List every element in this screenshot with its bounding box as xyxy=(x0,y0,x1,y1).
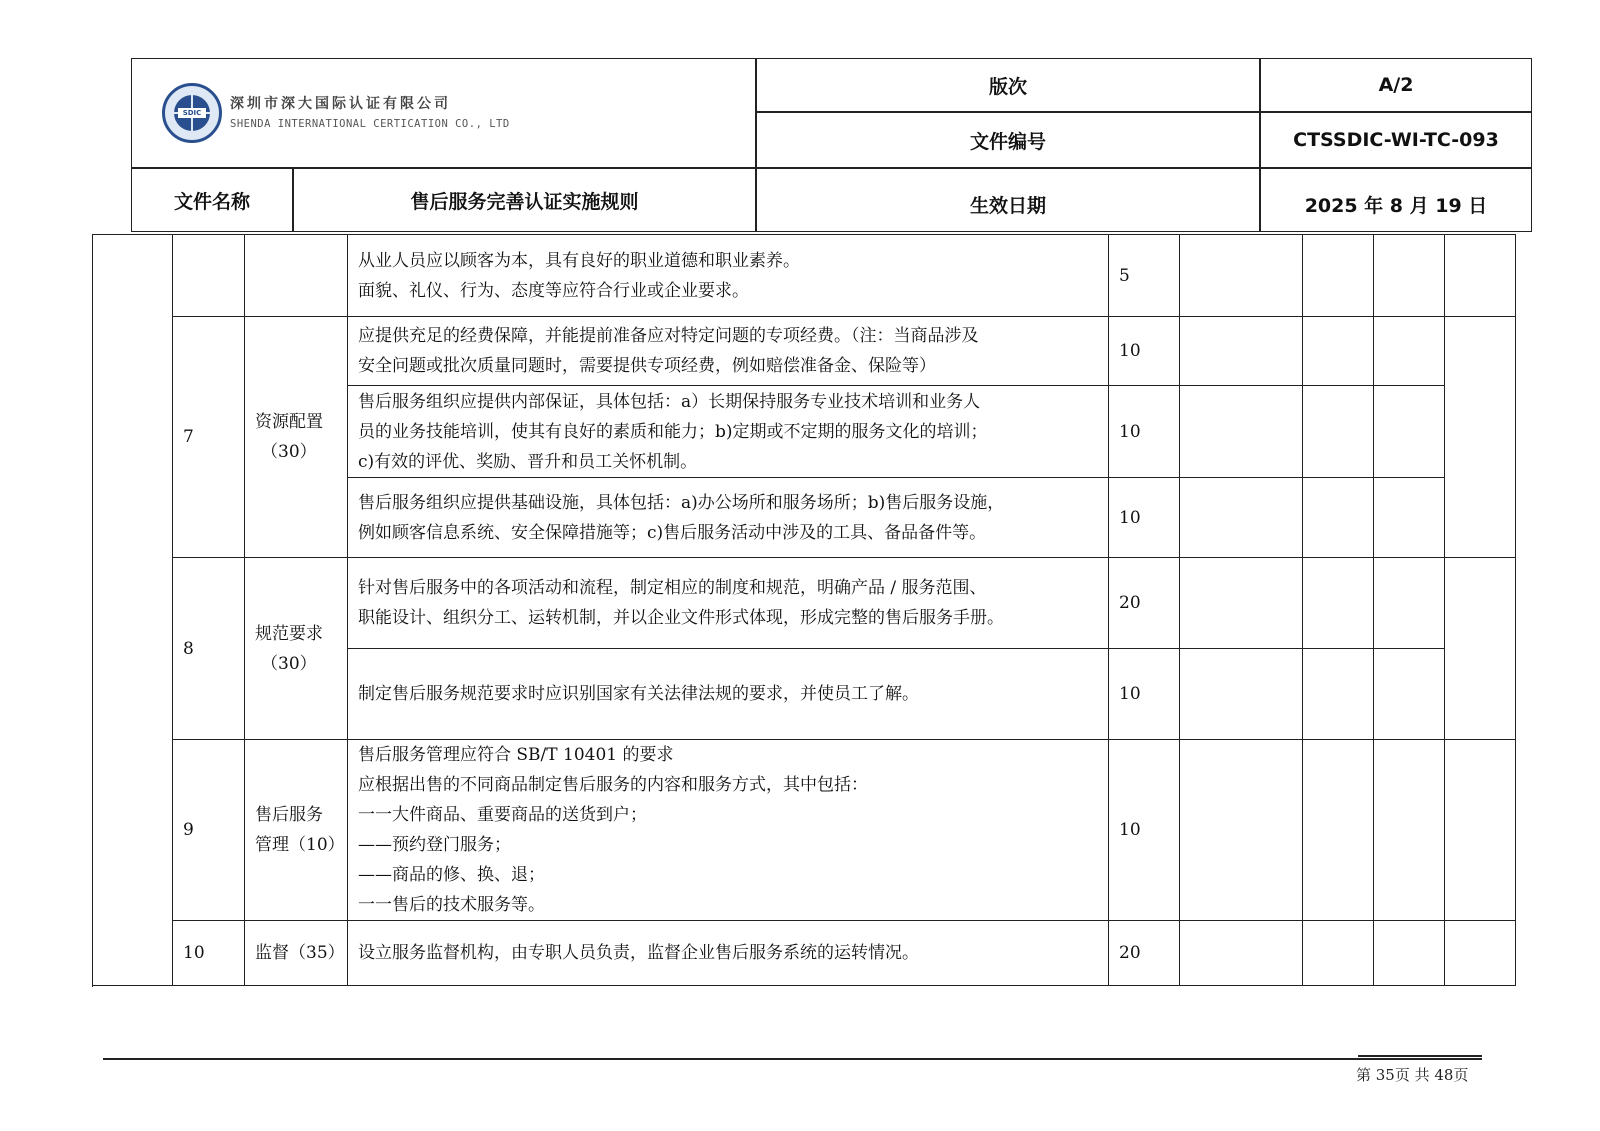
company-name-en: SHENDA INTERNATIONAL CERTICATION CO., LTD xyxy=(230,118,510,130)
assessment-table xyxy=(92,234,1516,986)
num-cell: 9 xyxy=(173,740,245,921)
blank-cell xyxy=(1180,740,1303,921)
blank-cell xyxy=(1374,740,1445,921)
score-cell: 20 xyxy=(1109,921,1180,986)
blank-cell xyxy=(1303,317,1374,386)
requirement-cell: 售后服务组织应提供内部保证，具体包括：a）长期保持服务专业技术培训和业务人 员的业务技能培训，使其有良好的素质和能力；b)定期或不定期的服务文化的培训； c)有效的评优、奖励、晋升和员工关怀机制。 xyxy=(348,386,1109,478)
item-cell: 售后服务 管理（10） xyxy=(245,740,348,921)
blank-cell xyxy=(1374,558,1445,649)
requirement-cell: 设立服务监督机构，由专职人员负责，监督企业售后服务系统的运转情况。 xyxy=(348,921,1109,986)
blank-cell xyxy=(1303,649,1374,740)
company-logo xyxy=(162,83,582,153)
table-row xyxy=(93,235,1516,317)
blank-cell xyxy=(1445,317,1516,558)
blank-cell xyxy=(1303,558,1374,649)
blank-cell xyxy=(1374,317,1445,386)
requirement-cell: 制定售后服务规范要求时应识别国家有关法律法规的要求，并使员工了解。 xyxy=(348,649,1109,740)
item-cell xyxy=(245,235,348,317)
table-row xyxy=(93,740,1516,921)
blank-cell xyxy=(1180,317,1303,386)
score-cell: 10 xyxy=(1109,740,1180,921)
blank-cell xyxy=(1374,478,1445,558)
requirement-cell: 售后服务组织应提供基础设施，具体包括：a)办公场所和服务场所；b)售后服务设施， 例如顾客信息系统、安全保障措施等；c)售后服务活动中涉及的工具、备品备件等。 xyxy=(348,478,1109,558)
blank-cell xyxy=(1445,740,1516,921)
requirement-cell: 售后服务管理应符合 SB/T 10401 的要求 应根据出售的不同商品制定售后服务的内容和服务方式，其中包括： 一一大件商品、重要商品的送货到户； ——预约登门服务； ——商品的修、换、退； 一一售后的技术服务等。 xyxy=(348,740,1109,921)
blank-cell xyxy=(1445,558,1516,740)
requirement-cell: 针对售后服务中的各项活动和流程，制定相应的制度和规范，明确产品 / 服务范围、 职能设计、组织分工、运转机制，并以企业文件形式体现，形成完整的售后服务手册。 xyxy=(348,558,1109,649)
logo-badge: SDIC xyxy=(178,108,206,118)
blank-cell xyxy=(1180,386,1303,478)
version-label: 版次 xyxy=(988,75,1027,98)
table-row xyxy=(93,558,1516,649)
blank-cell xyxy=(1303,235,1374,317)
blank-cell xyxy=(1180,649,1303,740)
blank-cell xyxy=(1180,478,1303,558)
requirement-cell: 从业人员应以顾客为本，具有良好的职业道德和职业素养。 面貌、礼仪、行为、态度等应符合行业或企业要求。 xyxy=(348,235,1109,317)
blank-cell xyxy=(1180,921,1303,986)
company-seal-icon xyxy=(162,83,222,143)
footer-rule xyxy=(103,1058,1482,1060)
blank-cell xyxy=(1374,649,1445,740)
blank-cell xyxy=(1303,386,1374,478)
blank-cell xyxy=(1303,921,1374,986)
doc-name-value: 售后服务完善认证实施规则 xyxy=(410,190,639,213)
score-cell: 10 xyxy=(1109,649,1180,740)
blank-cell xyxy=(1374,235,1445,317)
score-cell: 10 xyxy=(1109,478,1180,558)
blank-cell xyxy=(1445,235,1516,317)
score-cell: 20 xyxy=(1109,558,1180,649)
docno-value: CTSSDIC-WI-TC-093 xyxy=(1293,129,1499,151)
version-value: A/2 xyxy=(1378,74,1414,96)
category-column-cell xyxy=(93,235,173,986)
effective-date-value: 2025 年 8 月 19 日 xyxy=(1304,194,1488,217)
blank-cell xyxy=(1180,558,1303,649)
num-cell: 7 xyxy=(173,317,245,558)
score-cell: 10 xyxy=(1109,386,1180,478)
blank-cell xyxy=(1180,235,1303,317)
item-cell: 规范要求 （30） xyxy=(245,558,348,740)
num-cell: 8 xyxy=(173,558,245,740)
table-row xyxy=(93,317,1516,386)
blank-cell xyxy=(1303,740,1374,921)
num-cell: 10 xyxy=(173,921,245,986)
effective-date-label: 生效日期 xyxy=(969,194,1046,217)
blank-cell xyxy=(1374,921,1445,986)
requirement-cell: 应提供充足的经费保障，并能提前准备应对特定问题的专项经费。（注：当商品涉及 安全问题或批次质量同题时，需要提供专项经费，例如赔偿准备金、保险等） xyxy=(348,317,1109,386)
score-cell: 10 xyxy=(1109,317,1180,386)
blank-cell xyxy=(1374,386,1445,478)
company-name-cn: 深圳市深大国际认证有限公司 xyxy=(230,96,451,112)
page-number: 第 35页 共 48页 xyxy=(1356,1066,1469,1084)
footer-rule-short xyxy=(1358,1055,1482,1057)
document-header xyxy=(131,58,1532,232)
item-cell: 监督（35） xyxy=(245,921,348,986)
blank-cell xyxy=(1445,921,1516,986)
blank-cell xyxy=(1303,478,1374,558)
num-cell xyxy=(173,235,245,317)
doc-name-label: 文件名称 xyxy=(173,190,250,213)
docno-label: 文件编号 xyxy=(969,130,1046,153)
score-cell: 5 xyxy=(1109,235,1180,317)
table-row xyxy=(93,921,1516,986)
item-cell: 资源配置 （30） xyxy=(245,317,348,558)
